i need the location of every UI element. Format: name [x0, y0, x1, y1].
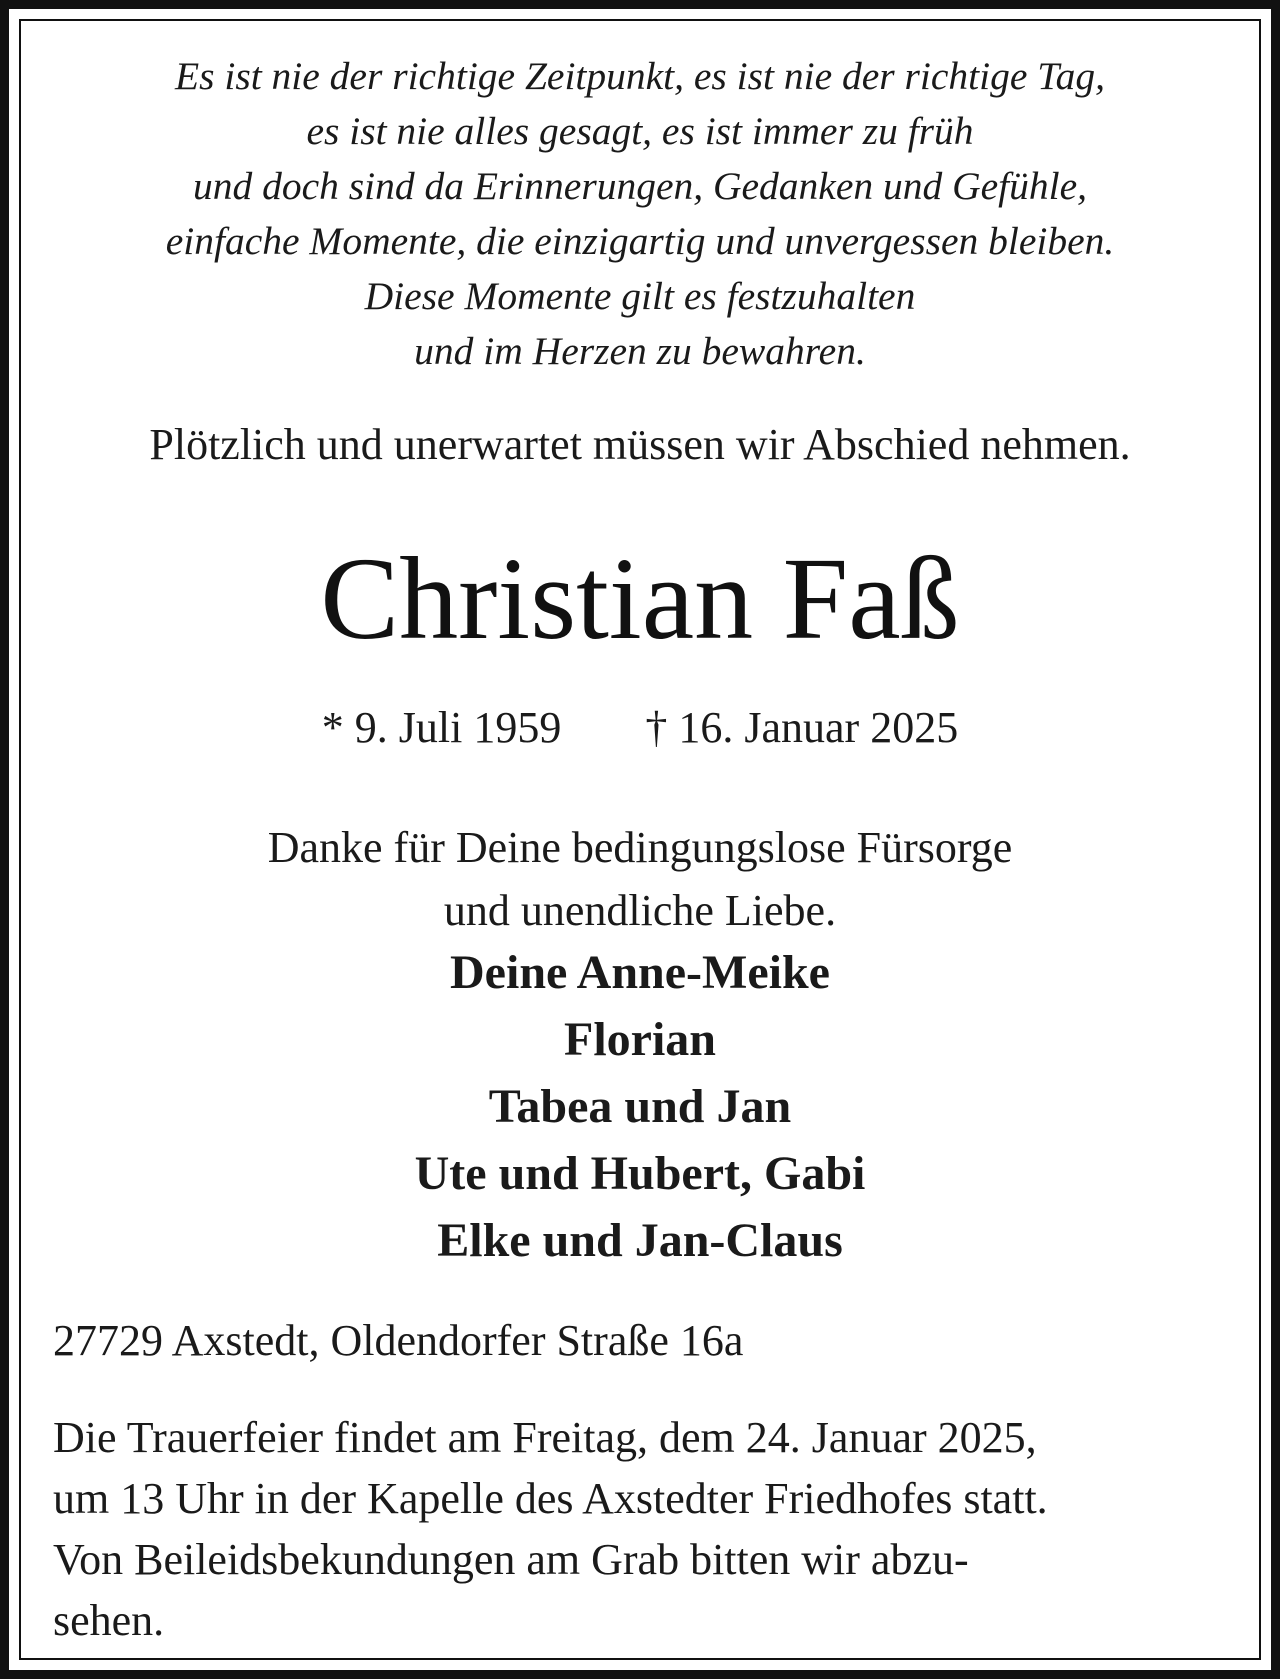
- poem-line: und doch sind da Erinnerungen, Gedanken und Gefühle,: [192, 164, 1088, 208]
- thanks-message: [19, 816, 1261, 942]
- poem-line: einfache Momente, die einzigartig und unvergessen bleiben.: [165, 219, 1115, 263]
- memorial-poem: [19, 49, 1261, 379]
- mourners-list: [19, 939, 1261, 1274]
- poem-line: Es ist nie der richtige Zeitpunkt, es ist nie der richtige Tag,: [174, 54, 1105, 98]
- poem-line: Diese Momente gilt es festzuhalten: [364, 274, 916, 318]
- notice-line: sehen.: [53, 1596, 165, 1645]
- life-dates: [19, 699, 1261, 757]
- notice-line: um 13 Uhr in der Kapelle des Axstedter Friedhofes statt.: [53, 1474, 1048, 1523]
- deceased-name: Christian Faß: [320, 533, 960, 664]
- poem-line: es ist nie alles gesagt, es ist immer zu früh: [306, 109, 974, 153]
- death-date: † 16. Januar 2025: [645, 703, 959, 752]
- birth-date: * 9. Juli 1959: [321, 703, 562, 752]
- mourner-name: Elke und Jan-Claus: [437, 1214, 843, 1267]
- notice-line: Die Trauerfeier findet am Freitag, dem 24. Januar 2025,: [53, 1413, 1037, 1462]
- mourner-name: Ute und Hubert, Gabi: [414, 1147, 866, 1200]
- notice-line: Von Beileidsbekundungen am Grab bitten wir abzu-: [53, 1535, 969, 1584]
- mourner-name: Tabea und Jan: [488, 1080, 792, 1133]
- funeral-notice: [53, 1407, 1048, 1651]
- farewell-intro: Plötzlich und unerwartet müssen wir Abschied nehmen.: [149, 420, 1131, 469]
- family-address: 27729 Axstedt, Oldendorfer Straße 16a: [53, 1316, 744, 1365]
- poem-line: und im Herzen zu bewahren.: [414, 329, 866, 373]
- mourner-name: Florian: [564, 1013, 716, 1066]
- thanks-line: Danke für Deine bedingungslose Fürsorge: [267, 823, 1013, 872]
- obituary-notice: [19, 19, 1261, 1660]
- mourner-name: Deine Anne-Meike: [450, 946, 830, 999]
- thanks-line: und unendliche Liebe.: [443, 886, 837, 935]
